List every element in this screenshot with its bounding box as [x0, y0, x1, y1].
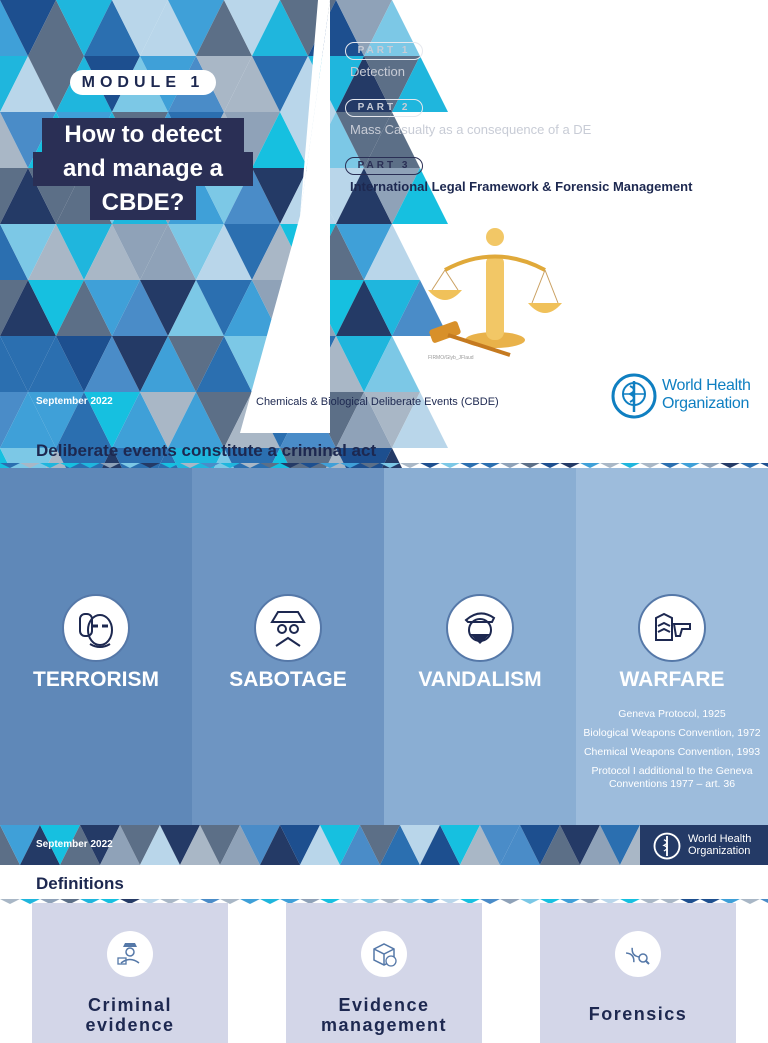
soldier-gun-icon [638, 594, 706, 662]
treaty-item: Geneva Protocol, 1925 [618, 708, 726, 720]
column-label: TERRORISM [33, 668, 159, 691]
column-label: VANDALISM [418, 668, 542, 691]
treaty-item: Protocol I additional to the Geneva Conventions 1977 – art. 36 [591, 765, 753, 790]
card-label: Forensics [588, 1004, 688, 1024]
slide-3 [0, 865, 768, 1035]
definition-card-forensics [540, 903, 736, 1043]
title-line-3: CBDE? [90, 186, 196, 220]
column-warfare [576, 468, 768, 825]
slide-2 [0, 433, 768, 865]
who-logo-line-2: Organization [688, 845, 751, 857]
slide-2-title: Deliberate events constitute a criminal act [36, 441, 377, 460]
dna-magnifier-icon [615, 931, 661, 977]
title-line-1: How to detect [42, 118, 244, 152]
who-logo [652, 831, 762, 861]
part-3-pill: PART 3 [345, 157, 423, 175]
part-2-description: Mass Casualty as a consequence of a DE [350, 122, 592, 137]
warfare-treaty-list [576, 708, 768, 797]
who-emblem-icon [652, 831, 682, 861]
treaty-item: Chemical Weapons Convention, 1993 [583, 746, 761, 758]
card-label-line-1: Evidence [338, 995, 430, 1015]
who-logo-line-1: World Health [688, 833, 752, 845]
card-label-line-1: Criminal [87, 995, 173, 1015]
spy-icon [254, 594, 322, 662]
part-1-description: Detection [350, 64, 405, 79]
image-credit: FIRMO/Glyb_JFlaud [428, 355, 474, 361]
bandit-icon [446, 594, 514, 662]
card-label-line-2: evidence [85, 1015, 175, 1035]
definition-card-evidence-management [286, 903, 482, 1043]
who-logo-line-2: Organization [662, 395, 750, 412]
title-line-2: and manage a [33, 152, 253, 186]
card-label-line-2: management [320, 1015, 448, 1035]
who-logo [610, 372, 760, 420]
column-sabotage [192, 468, 384, 825]
terrorist-mask-icon [62, 594, 130, 662]
slide-1 [0, 0, 768, 433]
column-label: SABOTAGE [229, 668, 347, 691]
module-label: MODULE 1 [70, 70, 216, 95]
scales-of-justice-icon [420, 215, 570, 365]
footer-course-title: Chemicals & Biological Deliberate Events (CBDE) [256, 396, 499, 408]
column-label: WARFARE [619, 668, 725, 691]
column-vandalism [384, 468, 576, 825]
footer-date: September 2022 [36, 396, 113, 407]
footer-date: September 2022 [36, 839, 113, 850]
evidence-box-icon [361, 931, 407, 977]
part-3-description: International Legal Framework & Forensic Management [350, 179, 693, 194]
part-1-pill: PART 1 [345, 42, 423, 60]
police-officer-icon [107, 931, 153, 977]
slide-3-title: Definitions [36, 874, 124, 893]
who-logo-line-1: World Health [662, 377, 751, 394]
treaty-item: Biological Weapons Convention, 1972 [583, 727, 761, 739]
who-emblem-icon [610, 372, 658, 420]
column-terrorism [0, 468, 192, 825]
part-2-pill: PART 2 [345, 99, 423, 117]
definition-card-criminal-evidence [32, 903, 228, 1043]
